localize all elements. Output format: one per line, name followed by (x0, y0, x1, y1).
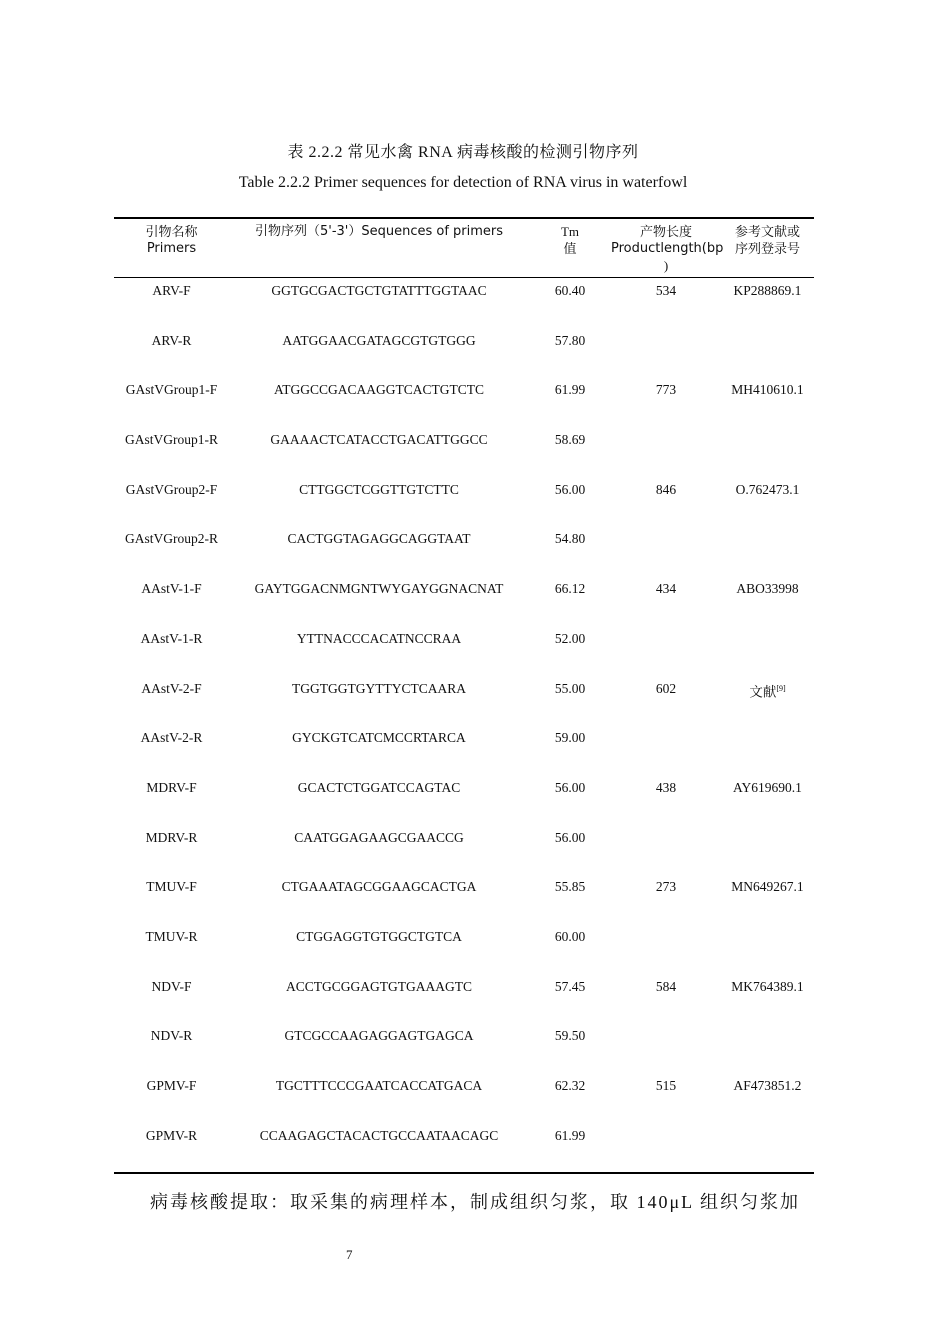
primer-sequence-cell-text: CCAAGAGCTACACTGCCAATAACAGC (259, 1127, 499, 1143)
primer-name-cell-text: GAstVGroup2-R (125, 531, 218, 547)
tm-value-cell-text: 56.00 (554, 779, 586, 795)
primer-name-cell (114, 725, 229, 775)
tm-value-cell-text: 60.00 (554, 928, 586, 944)
primer-sequence-cell (229, 477, 529, 527)
header-product-length (611, 219, 724, 277)
header-sequence: 引物序列（5'-3'）Sequences of primers (254, 224, 504, 239)
product-length-cell (611, 874, 721, 924)
product-length-cell (611, 576, 721, 626)
reference-cell-text: MK764389.1 (731, 978, 804, 994)
header-primer-name (114, 219, 229, 277)
primer-sequence-cell (229, 377, 529, 427)
header-ref-a: 参考文献或 (734, 224, 800, 239)
header-tm-a: Tm (560, 224, 580, 239)
primer-name-cell (114, 1123, 229, 1173)
primer-name-cell (114, 377, 229, 427)
primer-sequence-cell (229, 576, 529, 626)
reference-cell (721, 725, 814, 775)
reference-cell (721, 825, 814, 875)
table-header-row (114, 219, 814, 278)
tm-value-cell (529, 974, 611, 1024)
reference-cell (721, 676, 814, 726)
primer-sequence-cell (229, 676, 529, 726)
tm-value-cell-text: 62.32 (554, 1078, 586, 1093)
table-row (114, 278, 814, 328)
primer-name-cell-text: TMUV-R (145, 928, 198, 944)
primer-name-cell-text: AAstV-2-R (140, 730, 203, 746)
tm-value-cell (529, 626, 611, 676)
product-length-cell-text: 846 (655, 481, 677, 497)
primer-name-cell (114, 974, 229, 1024)
primer-sequence-cell-text: YTTNACCCACATNCCRAA (296, 630, 462, 646)
product-length-cell-text: 273 (655, 879, 677, 895)
product-length-cell (611, 725, 721, 775)
product-length-cell (611, 825, 721, 875)
primer-sequence-cell-text: GTCGCCAAGAGGAGTGAGCA (284, 1028, 474, 1044)
product-length-cell (611, 974, 721, 1024)
primer-sequence-cell (229, 874, 529, 924)
product-length-cell (611, 477, 721, 527)
tm-value-cell (529, 526, 611, 576)
table-row (114, 1123, 814, 1173)
product-length-cell-text: 602 (655, 680, 677, 696)
tm-value-cell (529, 576, 611, 626)
product-length-cell (611, 278, 721, 328)
primer-sequence-cell (229, 278, 529, 328)
reference-cell (721, 427, 814, 477)
tm-value-cell-text: 59.00 (554, 730, 586, 746)
primer-name-cell (114, 1073, 229, 1123)
table-row (114, 526, 814, 576)
primer-name-cell-text: AAstV-2-F (141, 680, 202, 696)
primer-name-cell-text: ARV-F (152, 283, 191, 298)
table-row (114, 924, 814, 974)
tm-value-cell (529, 725, 611, 775)
primer-name-cell (114, 676, 229, 726)
tm-value-cell (529, 676, 611, 726)
product-length-cell (611, 775, 721, 825)
product-length-cell-text: 438 (655, 779, 677, 795)
table-row (114, 1073, 814, 1123)
primer-sequence-cell (229, 328, 529, 378)
reference-cell (721, 1073, 814, 1123)
reference-cell (721, 924, 814, 974)
reference-superscript: [9] (776, 683, 786, 693)
tm-value-cell-text: 66.12 (554, 581, 586, 597)
product-length-cell (611, 924, 721, 974)
reference-cell-text: AY619690.1 (733, 779, 802, 795)
table-row (114, 328, 814, 378)
tm-value-cell (529, 924, 611, 974)
primer-sequence-cell-text: CAATGGAGAAGCGAACCG (294, 829, 464, 845)
primer-name-cell (114, 825, 229, 875)
tm-value-cell-text: 59.50 (554, 1028, 586, 1044)
table-row (114, 626, 814, 676)
product-length-cell-text: 434 (655, 581, 677, 597)
product-length-cell-text: 773 (655, 382, 677, 398)
table-row (114, 825, 814, 875)
tm-value-cell-text: 61.99 (554, 382, 586, 398)
primer-name-cell (114, 775, 229, 825)
primer-sequence-cell-text: CTGAAATAGCGGAAGCACTGA (281, 879, 477, 895)
header-name-en: Primers (146, 241, 197, 256)
primer-name-cell-text: GPMV-R (145, 1127, 198, 1143)
reference-cell-text: O.762473.1 (735, 481, 800, 497)
table-row (114, 576, 814, 626)
primer-sequence-cell-text: CACTGGTAGAGGCAGGTAAT (287, 531, 471, 547)
primer-name-cell-text: GAstVGroup1-F (125, 382, 218, 398)
primer-sequence-cell-text: CTGGAGGTGTGGCTGTCA (296, 928, 462, 944)
table-row (114, 676, 814, 726)
header-tm-b: 值 (563, 241, 577, 256)
tm-value-cell (529, 427, 611, 477)
header-len-end: ) (663, 258, 669, 273)
header-name-cn: 引物名称 (145, 224, 198, 239)
primer-name-cell (114, 874, 229, 924)
primer-name-cell-text: TMUV-F (146, 879, 197, 895)
tm-value-cell (529, 775, 611, 825)
primer-name-cell-text: NDV-R (150, 1028, 193, 1044)
table-caption-chinese: 表 2.2.2 常见水禽 RNA 病毒核酸的检测引物序列 (287, 144, 639, 161)
primer-sequence-cell-text: ATGGCCGACAAGGTCACTGTCTC (273, 382, 484, 398)
reference-cell-text: AF473851.2 (733, 1078, 802, 1093)
tm-value-cell-text: 56.00 (554, 481, 586, 497)
primer-name-cell-text: GPMV-F (146, 1078, 197, 1093)
primer-sequence-cell-text: ACCTGCGGAGTGTGAAAGTC (286, 978, 472, 994)
primer-sequence-cell-text: GYCKGTCATCMCCRTARCA (292, 730, 466, 746)
reference-cell (721, 377, 814, 427)
primer-sequence-cell-text: AATGGAACGATAGCGTGTGGG (282, 332, 476, 348)
primer-name-cell-text: MDRV-F (146, 779, 197, 795)
product-length-cell (611, 676, 721, 726)
tm-value-cell-text: 52.00 (554, 630, 586, 646)
primer-sequence-cell (229, 1123, 529, 1173)
table-caption-english: Table 2.2.2 Primer sequences for detection of RNA virus in waterfowl (238, 174, 688, 191)
tm-value-cell-text: 57.80 (554, 332, 586, 348)
primer-sequence-cell (229, 526, 529, 576)
product-length-cell (611, 328, 721, 378)
tm-value-cell (529, 1073, 611, 1123)
reference-cell-text: MN649267.1 (731, 879, 804, 895)
table-row (114, 377, 814, 427)
primer-sequence-cell (229, 427, 529, 477)
primer-sequence-cell (229, 775, 529, 825)
primer-name-cell (114, 576, 229, 626)
tm-value-cell-text: 54.80 (554, 531, 586, 547)
table-row (114, 477, 814, 527)
reference-cell (721, 526, 814, 576)
primer-name-cell-text: ARV-R (151, 332, 192, 348)
tm-value-cell (529, 377, 611, 427)
reference-cell (721, 974, 814, 1024)
primer-sequence-cell (229, 725, 529, 775)
header-reference (721, 219, 814, 277)
primer-name-cell (114, 328, 229, 378)
tm-value-cell (529, 1123, 611, 1173)
tm-value-cell (529, 477, 611, 527)
primer-name-cell-text: GAstVGroup2-F (125, 481, 218, 497)
primer-sequence-cell (229, 1073, 529, 1123)
primer-sequence-cell (229, 626, 529, 676)
product-length-cell-text: 515 (655, 1078, 677, 1093)
tm-value-cell-text: 61.99 (554, 1127, 586, 1143)
primer-sequence-cell-text: GCACTCTGGATCCAGTAC (297, 779, 461, 795)
reference-cell (721, 1023, 814, 1073)
product-length-cell-text: 534 (655, 283, 677, 298)
primer-sequence-cell (229, 825, 529, 875)
primer-table (114, 217, 814, 1174)
primer-name-cell (114, 477, 229, 527)
primer-name-cell-text: MDRV-R (145, 829, 198, 845)
primer-name-cell-text: AAstV-1-F (141, 581, 202, 597)
product-length-cell (611, 1123, 721, 1173)
primer-sequence-cell (229, 924, 529, 974)
reference-cell (721, 775, 814, 825)
primer-name-cell (114, 1023, 229, 1073)
tm-value-cell-text: 55.85 (554, 879, 586, 895)
table-row (114, 974, 814, 1024)
reference-cell-text: KP288869.1 (733, 283, 802, 298)
tm-value-cell-text: 57.45 (554, 978, 586, 994)
primer-sequence-cell-text: GGTGCGACTGCTGTATTTGGTAAC (271, 283, 487, 298)
primer-sequence-cell-text: CTTGGCTCGGTTGTCTTC (299, 481, 459, 497)
body-paragraph: 病毒核酸提取：取采集的病理样本，制成组织匀浆，取 140μL 组织匀浆加 (150, 1192, 800, 1212)
primer-sequence-cell-text: TGGTGGTGYTTYCTCAARA (292, 680, 466, 696)
tm-value-cell-text: 55.00 (554, 680, 586, 696)
reference-cell-text: 文献 (749, 684, 777, 699)
primer-name-cell (114, 278, 229, 328)
table-row (114, 725, 814, 775)
tm-value-cell (529, 328, 611, 378)
table-row (114, 1023, 814, 1073)
reference-cell (721, 874, 814, 924)
primer-name-cell (114, 427, 229, 477)
reference-cell (721, 626, 814, 676)
primer-sequence-cell (229, 974, 529, 1024)
tm-value-cell (529, 278, 611, 328)
tm-value-cell (529, 1023, 611, 1073)
product-length-cell (611, 626, 721, 676)
reference-cell (721, 328, 814, 378)
reference-cell (721, 1123, 814, 1173)
tm-value-cell-text: 56.00 (554, 829, 586, 845)
primer-name-cell (114, 924, 229, 974)
header-len-en: Productlength(bp (611, 241, 724, 256)
product-length-cell (611, 1023, 721, 1073)
table-body (114, 278, 814, 1172)
reference-cell (721, 477, 814, 527)
tm-value-cell-text: 58.69 (554, 432, 586, 448)
reference-cell-text: MH410610.1 (731, 382, 804, 398)
table-row (114, 427, 814, 477)
table-row (114, 775, 814, 825)
reference-cell (721, 278, 814, 328)
primer-sequence-cell-text: TGCTTTCCCGAATCACCATGACA (275, 1078, 483, 1093)
product-length-cell (611, 377, 721, 427)
primer-sequence-cell (229, 1023, 529, 1073)
primer-sequence-cell-text: GAAAACTCATACCTGACATTGGCC (270, 432, 488, 448)
reference-cell (721, 576, 814, 626)
header-len-cn: 产物长度 (639, 224, 692, 239)
product-length-cell (611, 427, 721, 477)
primer-name-cell (114, 526, 229, 576)
primer-name-cell (114, 626, 229, 676)
header-tm (529, 219, 611, 277)
product-length-cell (611, 1073, 721, 1123)
header-ref-b: 序列登录号 (734, 241, 800, 256)
primer-sequence-cell-text: GAYTGGACNMGNTWYGAYGGNACNAT (254, 581, 504, 597)
tm-value-cell (529, 874, 611, 924)
product-length-cell (611, 526, 721, 576)
product-length-cell-text: 584 (655, 978, 677, 994)
reference-cell-text: ABO33998 (736, 581, 799, 597)
primer-name-cell-text: GAstVGroup1-R (125, 432, 218, 448)
tm-value-cell (529, 825, 611, 875)
page-number: 7 (346, 1247, 353, 1262)
tm-value-cell-text: 60.40 (554, 283, 586, 298)
primer-name-cell-text: AAstV-1-R (140, 630, 203, 646)
primer-name-cell-text: NDV-F (151, 978, 192, 994)
table-row (114, 874, 814, 924)
